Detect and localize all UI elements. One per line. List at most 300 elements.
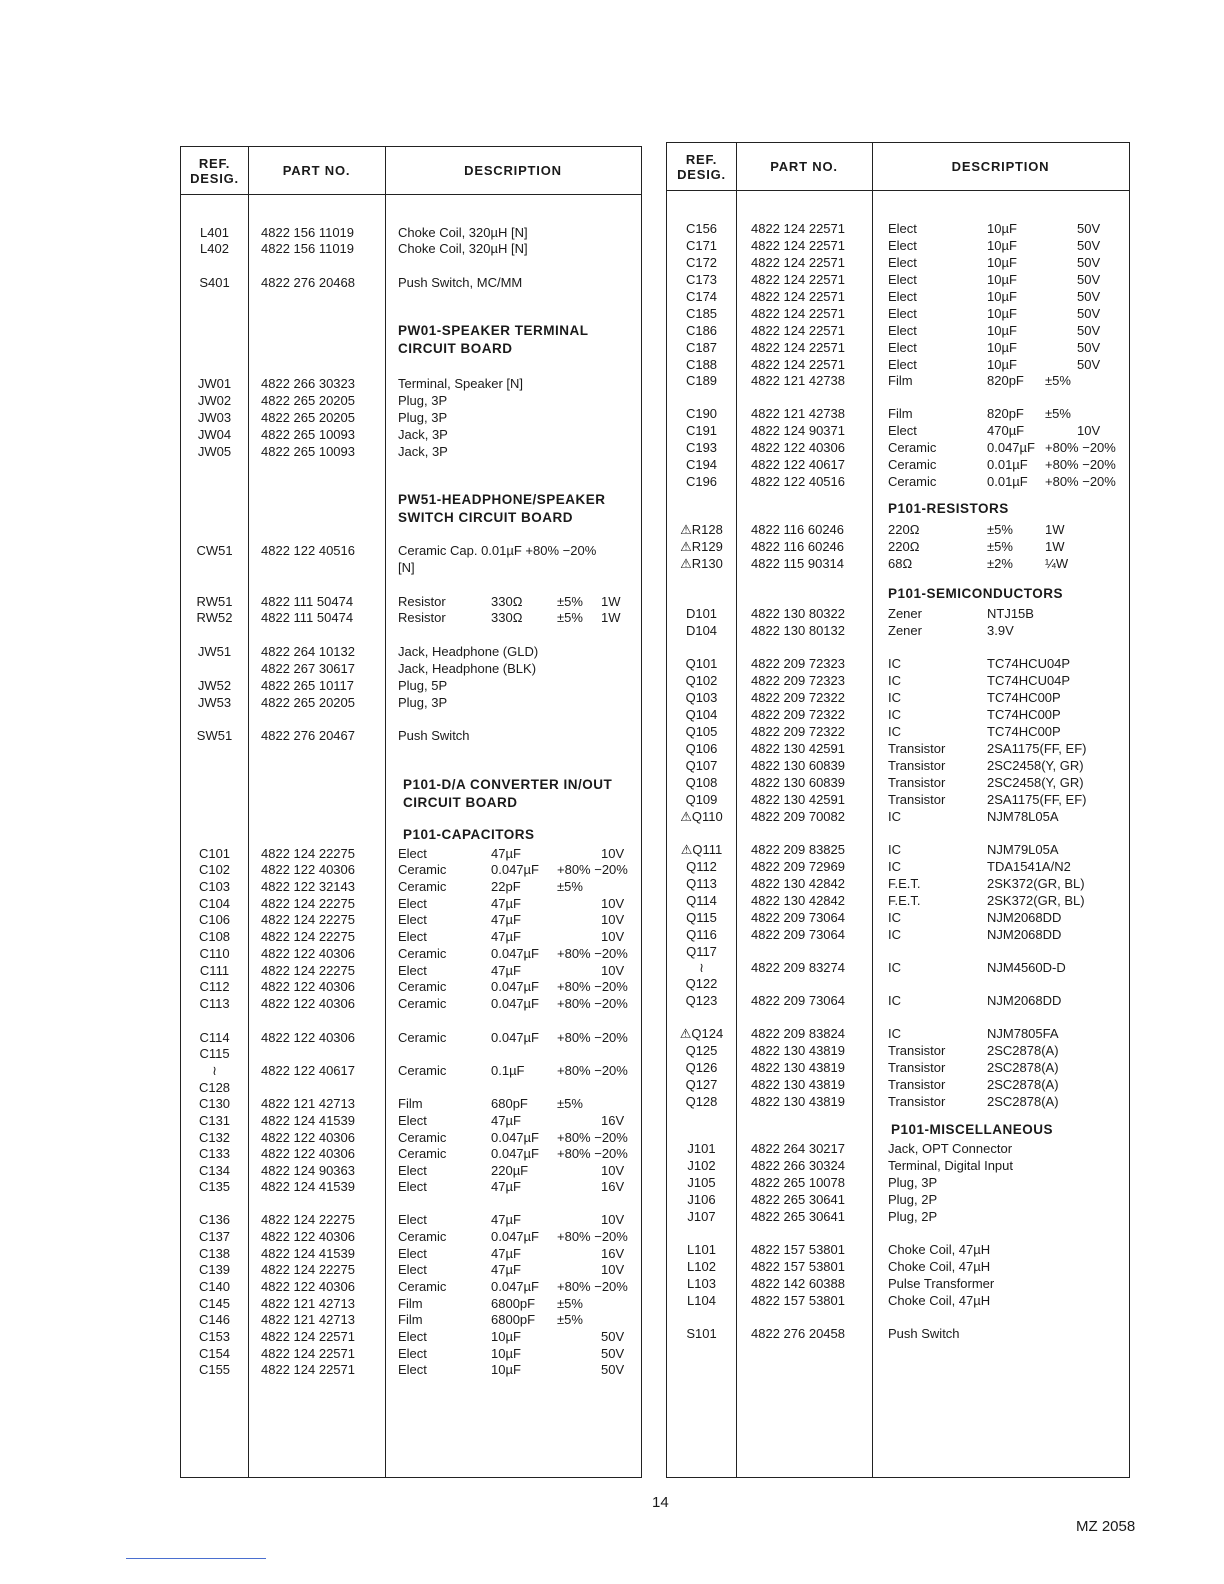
ref-desig-cell: C137: [198, 1229, 231, 1244]
description-cell: Resistor: [398, 610, 446, 625]
table-row: [667, 1325, 1129, 1342]
table-row: [667, 757, 1129, 774]
description-cell: Transistor: [888, 1094, 946, 1109]
ref-desig-cell: S101: [686, 1326, 717, 1341]
part-no-cell: 4822 130 43819: [751, 1060, 845, 1075]
value-cell: 2SC2458(Y, GR): [987, 758, 1084, 773]
ref-desig-cell: L104: [687, 1293, 716, 1308]
header-description: DESCRIPTION: [464, 163, 562, 178]
description-cell: Elect: [888, 289, 917, 304]
description-cell: 68Ω: [888, 556, 913, 571]
value-cell: 2SK372(GR, BL): [987, 893, 1085, 908]
value-cell: 47µF: [491, 846, 521, 861]
part-no-cell: 4822 121 42713: [261, 1096, 355, 1111]
description-cell: Film: [888, 373, 913, 388]
table-row: [181, 1278, 641, 1295]
table-row: [181, 878, 641, 895]
part-no-cell: 4822 122 40306: [261, 1130, 355, 1145]
value-cell: 820pF: [987, 373, 1024, 388]
description-cell: IC: [888, 910, 901, 925]
description-cell: Elect: [888, 323, 917, 338]
table-row: [667, 521, 1129, 538]
value-cell: 10µF: [987, 221, 1017, 236]
table-row: [181, 677, 641, 694]
table-row: [667, 808, 1129, 825]
description-cell: Jack, OPT Connector: [888, 1141, 1013, 1156]
header-ref-desig: REF. DESIG.: [190, 156, 239, 186]
ref-desig-cell: Q103: [685, 690, 718, 705]
tolerance-cell: ±5%: [557, 594, 583, 609]
value-cell: 10µF: [987, 306, 1017, 321]
part-no-cell: 4822 124 22571: [261, 1329, 355, 1344]
description-cell: Transistor: [888, 775, 946, 790]
ref-desig-cell: Q122: [685, 976, 718, 991]
value-cell: 2SA1175(FF, EF): [987, 741, 1087, 756]
value-cell: 470µF: [987, 423, 1025, 438]
value-cell: 10µF: [987, 357, 1017, 372]
description-cell: Terminal, Speaker [N]: [398, 376, 523, 391]
ref-desig-cell: C102: [198, 862, 231, 877]
value-cell: 680pF: [491, 1096, 528, 1111]
part-no-cell: 4822 124 90363: [261, 1163, 355, 1178]
description-cell: Elect: [398, 1362, 427, 1377]
ref-desig-cell: C115: [199, 1046, 230, 1061]
table-row: [667, 1275, 1129, 1292]
table-row: [181, 443, 641, 460]
value-cell: TC74HC00P: [987, 690, 1061, 705]
description-cell: Elect: [398, 896, 427, 911]
ref-desig-cell: Q107: [685, 758, 718, 773]
value-cell: 330Ω: [491, 610, 523, 625]
rating-cell: 16V: [601, 1246, 625, 1261]
part-no-cell: 4822 121 42713: [261, 1312, 355, 1327]
description-cell: Push Switch: [888, 1326, 960, 1341]
part-no-cell: 4822 267 30617: [261, 661, 355, 676]
description-cell: Choke Coil, 47µH: [888, 1293, 991, 1308]
part-no-cell: 4822 265 30641: [751, 1192, 845, 1207]
value-cell: TC74HCU04P: [987, 656, 1071, 671]
table-row: [667, 706, 1129, 723]
description-cell: Jack, 3P: [398, 427, 448, 442]
part-no-cell: 4822 266 30323: [261, 376, 355, 391]
ref-desig-cell: L401: [200, 225, 229, 240]
part-no-cell: 4822 124 41539: [261, 1179, 355, 1194]
ref-desig-cell: Q109: [685, 792, 718, 807]
rating-cell: 10V: [1077, 423, 1101, 438]
ref-desig-cell: JW01: [197, 376, 232, 391]
ref-desig-cell: Q105: [685, 724, 718, 739]
document-code: MZ 2058: [1076, 1518, 1136, 1535]
header-part-no: PART NO.: [770, 159, 838, 174]
table-row: [667, 1174, 1129, 1191]
table-row: [181, 1045, 641, 1062]
value-cell: 10µF: [987, 323, 1017, 338]
tolerance-cell: +80% −20%: [557, 1030, 628, 1045]
table-row: [181, 643, 641, 660]
description-cell: IC: [888, 842, 901, 857]
table-row: [181, 1162, 641, 1179]
value-cell: 47µF: [491, 963, 521, 978]
table-row: [667, 655, 1129, 672]
ref-desig-cell: C185: [685, 306, 718, 321]
value-cell: TC74HC00P: [987, 707, 1061, 722]
rating-cell: 10V: [601, 963, 625, 978]
part-no-cell: 4822 265 20205: [261, 393, 355, 408]
ref-desig-cell: C113: [199, 996, 230, 1011]
ref-desig-cell: C156: [685, 221, 718, 236]
value-cell: 2SC2878(A): [987, 1094, 1059, 1109]
value-cell: 10µF: [987, 238, 1017, 253]
part-no-cell: 4822 209 83274: [751, 960, 845, 975]
part-no-cell: 4822 264 30217: [751, 1141, 845, 1156]
ref-desig-cell: C135: [198, 1179, 231, 1194]
description-cell: Elect: [398, 1329, 427, 1344]
value-cell: 2SC2878(A): [987, 1043, 1059, 1058]
value-cell: 6800pF: [491, 1312, 536, 1327]
ref-desig-cell: JW51: [197, 644, 232, 659]
description-cell: Transistor: [888, 792, 946, 807]
part-no-cell: 4822 124 22571: [751, 255, 845, 270]
value-cell: 220µF: [491, 1163, 529, 1178]
rating-cell: 1W: [601, 610, 621, 625]
table-row: [667, 892, 1129, 909]
description-cell: IC: [888, 656, 901, 671]
ref-desig-cell: ⚠Q111: [680, 842, 723, 857]
description-cell: Jack, Headphone (BLK): [398, 661, 537, 676]
parts-table-right: [666, 142, 1130, 1478]
table-row: [667, 875, 1129, 892]
description-cell: Elect: [398, 912, 427, 927]
ref-desig-cell: Q104: [685, 707, 718, 722]
ref-desig-cell: Q108: [685, 775, 718, 790]
table-row: [667, 689, 1129, 706]
value-cell: 6800pF: [491, 1296, 536, 1311]
value-cell: 0.01µF: [987, 474, 1028, 489]
table-row: [181, 1178, 641, 1195]
table-row: [181, 1211, 641, 1228]
ref-desig-cell: C106: [198, 912, 231, 927]
part-no-cell: 4822 124 22275: [261, 1212, 355, 1227]
description-cell: Jack, Headphone (GLD): [398, 644, 539, 659]
header-divider: [181, 194, 641, 195]
table-row: [181, 1245, 641, 1262]
header-description: DESCRIPTION: [951, 159, 1050, 174]
description-cell: Ceramic: [398, 862, 447, 877]
ref-desig-cell: J101: [687, 1141, 716, 1156]
description-cell: Film: [888, 406, 913, 421]
table-row: [181, 1145, 641, 1162]
table-row: [181, 928, 641, 945]
ref-desig-cell: C155: [198, 1362, 231, 1377]
ref-desig-cell: S401: [199, 275, 230, 290]
table-row: [181, 426, 641, 443]
ref-desig-cell: Q125: [685, 1043, 718, 1058]
ref-desig-cell: L102: [687, 1259, 716, 1274]
tolerance-cell: +80% −20%: [557, 946, 628, 961]
description-cell: Choke Coil, 320µH [N]: [398, 225, 528, 240]
ref-desig-cell: C139: [198, 1262, 231, 1277]
table-row: [667, 456, 1129, 473]
part-no-cell: 4822 124 22571: [751, 238, 845, 253]
description-cell: F.E.T.: [888, 876, 921, 891]
part-no-cell: 4822 209 72969: [751, 859, 845, 874]
part-no-cell: 4822 266 30324: [751, 1158, 845, 1173]
part-no-cell: 4822 276 20468: [261, 275, 355, 290]
section-heading: PW51-HEADPHONE/SPEAKER SWITCH CIRCUIT BOARD: [398, 492, 606, 525]
tolerance-cell: ±5%: [557, 1096, 583, 1111]
tolerance-cell: ±5%: [557, 879, 583, 894]
value-cell: 2SC2458(Y, GR): [987, 775, 1084, 790]
rating-cell: 50V: [1077, 272, 1101, 287]
ref-desig-cell: Q106: [685, 741, 718, 756]
part-no-cell: 4822 276 20467: [261, 728, 355, 743]
part-no-cell: 4822 124 22571: [751, 272, 845, 287]
table-row: [181, 409, 641, 426]
description-cell: Ceramic: [398, 1030, 447, 1045]
table-row: [667, 1076, 1129, 1093]
table-row: [667, 975, 1129, 992]
description-cell: IC: [888, 673, 901, 688]
description-cell: 220Ω: [888, 539, 920, 554]
ref-desig-cell: C134: [198, 1163, 231, 1178]
ref-desig-cell: L402: [200, 241, 229, 256]
header-part-no: PART NO.: [282, 163, 351, 178]
part-no-cell: 4822 124 41539: [261, 1113, 355, 1128]
rating-cell: 50V: [1077, 255, 1101, 270]
value-cell: NJM2068DD: [987, 927, 1062, 942]
part-no-cell: 4822 124 22275: [261, 846, 355, 861]
description-cell: Ceramic: [398, 1063, 447, 1078]
tolerance-cell: +80% −20%: [557, 1229, 628, 1244]
description-cell: Choke Coil, 47µH: [888, 1242, 991, 1257]
part-no-cell: 4822 121 42713: [261, 1296, 355, 1311]
ref-desig-cell: C111: [199, 963, 230, 978]
header-ref-desig: REF. DESIG.: [677, 152, 726, 182]
table-row: [667, 1140, 1129, 1157]
tolerance-cell: +80% −20%: [557, 979, 628, 994]
description-cell: Elect: [398, 1346, 427, 1361]
value-cell: 10µF: [491, 1346, 521, 1361]
value-cell: 47µF: [491, 1179, 521, 1194]
tolerance-cell: ¼W: [1045, 556, 1069, 571]
ref-desig-cell: Q114: [686, 893, 717, 908]
tolerance-cell: ±5%: [557, 1312, 583, 1327]
ref-desig-cell: Q115: [686, 910, 717, 925]
tolerance-cell: +80% −20%: [557, 1130, 628, 1145]
part-no-cell: 4822 157 53801: [751, 1242, 845, 1257]
part-no-cell: 4822 124 22571: [751, 306, 845, 321]
table-row: [667, 372, 1129, 389]
ref-desig-cell: JW52: [197, 678, 232, 693]
ref-desig-cell: JW03: [197, 410, 232, 425]
rating-cell: 10V: [601, 896, 625, 911]
ref-desig-cell: Q117: [686, 944, 717, 959]
description-cell: Transistor: [888, 1060, 946, 1075]
description-cell: IC: [888, 960, 901, 975]
table-row: [667, 405, 1129, 422]
ref-desig-cell: J102: [687, 1158, 716, 1173]
scan-mark: [126, 1558, 266, 1559]
value-cell: 2SK372(GR, BL): [987, 876, 1085, 891]
ref-desig-cell: J106: [687, 1192, 716, 1207]
description-cell: Ceramic: [398, 1229, 447, 1244]
description-cell: Elect: [398, 1262, 427, 1277]
value-cell: NJM2068DD: [987, 993, 1062, 1008]
ref-desig-cell: SW51: [196, 728, 233, 743]
description-cell: Elect: [398, 1179, 427, 1194]
part-no-cell: 4822 209 72323: [751, 673, 845, 688]
table-row: [667, 1059, 1129, 1076]
part-no-cell: 4822 122 40306: [261, 862, 355, 877]
table-row: [181, 1079, 641, 1096]
part-no-cell: 4822 122 40306: [261, 946, 355, 961]
table-row: [667, 672, 1129, 689]
ref-desig-cell: ⚠Q110: [680, 809, 723, 824]
part-no-cell: 4822 124 22571: [751, 323, 845, 338]
description-cell: Elect: [888, 306, 917, 321]
ref-desig-cell: ≀: [699, 960, 704, 975]
rating-cell: 10V: [601, 1262, 625, 1277]
ref-desig-cell: C190: [685, 406, 718, 421]
table-row: [667, 254, 1129, 271]
table-row: [181, 945, 641, 962]
tolerance-cell: +80% −20%: [1045, 474, 1116, 489]
value-cell: 0.047µF: [491, 862, 539, 877]
ref-desig-cell: C154: [198, 1346, 231, 1361]
ref-desig-cell: J105: [687, 1175, 716, 1190]
description-cell: Zener: [888, 606, 922, 621]
table-row: [181, 593, 641, 610]
description-cell: Push Switch, MC/MM: [398, 275, 523, 290]
table-row: [667, 1042, 1129, 1059]
part-no-cell: 4822 124 22275: [261, 896, 355, 911]
tolerance-cell: +80% −20%: [557, 862, 628, 877]
table-row: [667, 1093, 1129, 1110]
description-cell: Film: [398, 1096, 423, 1111]
description-cell: Film: [398, 1312, 423, 1327]
ref-desig-cell: L103: [687, 1276, 716, 1291]
table-row: [667, 774, 1129, 791]
description-cell: Ceramic Cap. 0.01µF +80% −20%: [398, 543, 597, 558]
ref-desig-cell: Q101: [685, 656, 718, 671]
rating-cell: 16V: [601, 1113, 625, 1128]
rating-cell: 10V: [601, 912, 625, 927]
ref-desig-cell: C110: [199, 946, 230, 961]
description-cell: IC: [888, 707, 901, 722]
value-cell: 47µF: [491, 1212, 521, 1227]
description-cell: Push Switch: [398, 728, 470, 743]
description-cell: Plug, 3P: [398, 410, 448, 425]
table-row: [181, 660, 641, 677]
ref-desig-cell: C131: [198, 1113, 231, 1128]
tolerance-cell: +80% −20%: [557, 996, 628, 1011]
table-row: [181, 559, 641, 576]
table-row: [181, 1311, 641, 1328]
table-row: [667, 858, 1129, 875]
part-no-cell: 4822 124 22571: [261, 1346, 355, 1361]
ref-desig-cell: C186: [685, 323, 718, 338]
value-cell: ±5%: [987, 539, 1013, 554]
value-cell: 0.047µF: [491, 946, 539, 961]
tolerance-cell: ±5%: [1045, 373, 1071, 388]
ref-desig-cell: C114: [199, 1030, 230, 1045]
part-no-cell: 4822 209 73064: [751, 993, 845, 1008]
ref-desig-cell: ⚠Q124: [679, 1026, 724, 1041]
table-row: [667, 740, 1129, 757]
value-cell: 10µF: [987, 255, 1017, 270]
rating-cell: 50V: [1077, 221, 1101, 236]
description-cell: Transistor: [888, 758, 946, 773]
value-cell: NJM79L05A: [987, 842, 1059, 857]
ref-desig-cell: C138: [198, 1246, 231, 1261]
description-cell: IC: [888, 690, 901, 705]
value-cell: TDA1541A/N2: [987, 859, 1071, 874]
parts-table-left: [180, 146, 642, 1478]
value-cell: ±2%: [987, 556, 1013, 571]
rating-cell: 50V: [1077, 323, 1101, 338]
table-row: [667, 605, 1129, 622]
ref-desig-cell: Q128: [685, 1094, 718, 1109]
part-no-cell: 4822 157 53801: [751, 1293, 845, 1308]
description-cell: Elect: [888, 272, 917, 287]
table-row: [181, 1361, 641, 1378]
section-heading: P101-RESISTORS: [888, 501, 1009, 516]
table-row: [181, 224, 641, 241]
value-cell: 0.047µF: [491, 996, 539, 1011]
part-no-cell: 4822 130 80322: [751, 606, 845, 621]
value-cell: 2SC2878(A): [987, 1077, 1059, 1092]
description-cell: Ceramic: [398, 1279, 447, 1294]
table-row: [181, 1062, 641, 1079]
part-no-cell: 4822 209 83825: [751, 842, 845, 857]
ref-desig-cell: C191: [685, 423, 718, 438]
table-row: [667, 992, 1129, 1009]
description-cell: [N]: [398, 560, 415, 575]
part-no-cell: 4822 130 43819: [751, 1094, 845, 1109]
table-row: [667, 237, 1129, 254]
description-cell: Elect: [888, 357, 917, 372]
part-no-cell: 4822 209 70082: [751, 809, 845, 824]
rating-cell: 50V: [1077, 306, 1101, 321]
rating-cell: 50V: [1077, 238, 1101, 253]
ref-desig-cell: Q112: [686, 859, 717, 874]
description-cell: Transistor: [888, 1077, 946, 1092]
value-cell: 10µF: [987, 340, 1017, 355]
description-cell: Jack, 3P: [398, 444, 448, 459]
rating-cell: 10V: [601, 929, 625, 944]
value-cell: ±5%: [987, 522, 1013, 537]
ref-desig-cell: C188: [685, 357, 718, 372]
ref-desig-cell: Q126: [685, 1060, 718, 1075]
value-cell: 0.047µF: [987, 440, 1035, 455]
description-cell: Ceramic: [398, 946, 447, 961]
table-row: [667, 1258, 1129, 1275]
table-row: [667, 909, 1129, 926]
description-cell: Terminal, Digital Input: [888, 1158, 1013, 1173]
tolerance-cell: +80% −20%: [557, 1063, 628, 1078]
part-no-cell: 4822 122 40516: [751, 474, 845, 489]
description-cell: Pulse Transformer: [888, 1276, 995, 1291]
ref-desig-cell: C194: [685, 457, 718, 472]
tolerance-cell: 1W: [1045, 522, 1065, 537]
table-row: [181, 727, 641, 744]
ref-desig-cell: C172: [685, 255, 718, 270]
description-cell: Ceramic: [888, 440, 937, 455]
value-cell: 2SC2878(A): [987, 1060, 1059, 1075]
part-no-cell: 4822 124 22571: [751, 357, 845, 372]
part-no-cell: 4822 130 42591: [751, 792, 845, 807]
description-cell: Elect: [398, 1212, 427, 1227]
